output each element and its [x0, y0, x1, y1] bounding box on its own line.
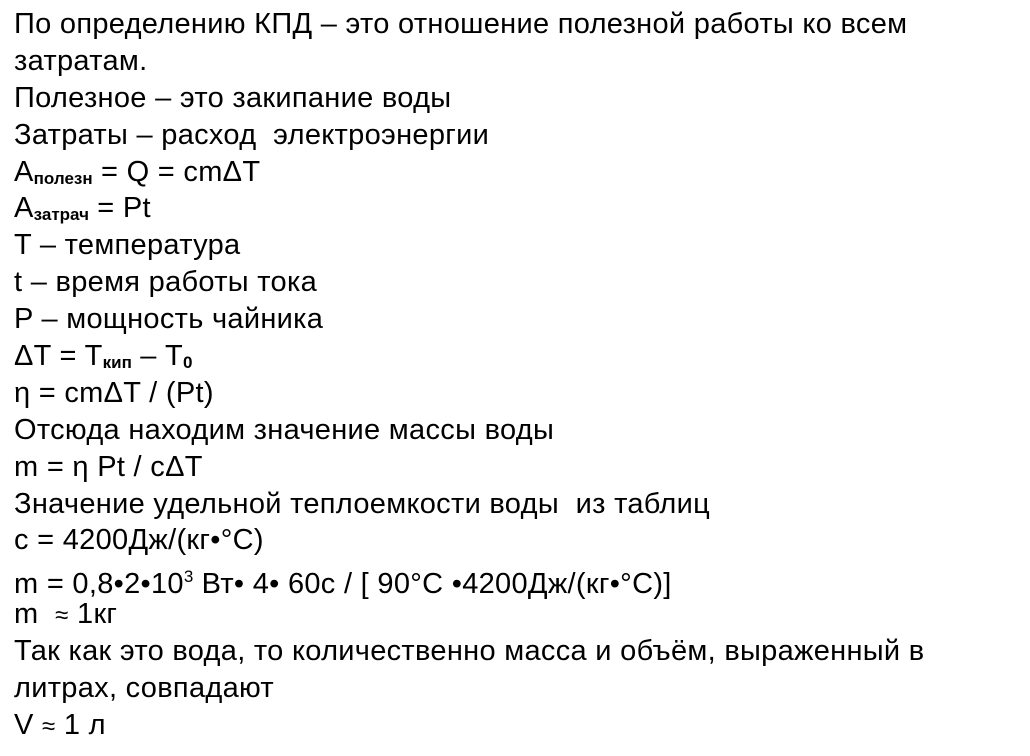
formula-mass-result: [14, 596, 1019, 633]
text-line: Отсюда находим значение массы воды: [14, 413, 555, 446]
formula-symbol: А: [14, 155, 34, 188]
formula-symbol: А: [14, 192, 34, 225]
text-line: T – температура: [14, 229, 241, 262]
formula-part: m: [14, 598, 56, 631]
formula-mass: m = η Pt / cΔT: [14, 450, 203, 483]
formula-part: V: [14, 708, 42, 741]
formula-part: ΔT = T: [14, 340, 103, 373]
formula-volume-result: [14, 707, 1019, 744]
approx-symbol: ≈: [55, 602, 69, 630]
formula-part: 1 л: [55, 708, 106, 741]
formula-subscript: 0: [183, 353, 193, 373]
formula-part: Вт• 4• 60с / [ 90°С •4200Дж/(кг•°С)]: [193, 568, 672, 601]
text-line: Затраты – расход электроэнергии: [14, 118, 490, 151]
formula-subscript: затрач: [33, 205, 89, 225]
formula-delta-t: [14, 338, 1019, 375]
approx-symbol: ≈: [42, 712, 56, 740]
formula-useful-work: [14, 154, 1019, 191]
text-line: P – мощность чайника: [14, 303, 324, 336]
text-line: затратам.: [14, 44, 148, 77]
text-line: По определению КПД – это отношение полезной работы ко всем: [14, 8, 908, 40]
formula-subscript: полезн: [33, 168, 93, 188]
text-line: t – время работы тока: [14, 266, 318, 299]
text-line: Полезное – это закипание воды: [14, 81, 452, 114]
formula-mass-calculation: [14, 559, 1019, 601]
formula-subscript: кип: [102, 353, 132, 373]
formula-efficiency: η = cmΔT / (Pt): [14, 376, 214, 409]
text-line: Так как это вода, то количественно масса и объём, выраженный в: [14, 635, 925, 668]
formula-rest: = Pt: [88, 192, 151, 225]
formula-part: – T: [131, 340, 184, 373]
formula-spent-work: [14, 190, 1019, 227]
formula-part: m = 0,8•2•10: [14, 568, 184, 601]
solution-text: [14, 6, 1019, 744]
formula-part: 1кг: [68, 598, 118, 631]
formula-superscript: 3: [183, 567, 194, 587]
formula-rest: = Q = cmΔT: [92, 155, 261, 188]
text-line: литрах, совпадают: [14, 672, 275, 705]
formula-specific-heat: c = 4200Дж/(кг•°С): [14, 524, 264, 557]
text-line: Значение удельной теплоемкости воды из таблиц: [14, 487, 711, 520]
